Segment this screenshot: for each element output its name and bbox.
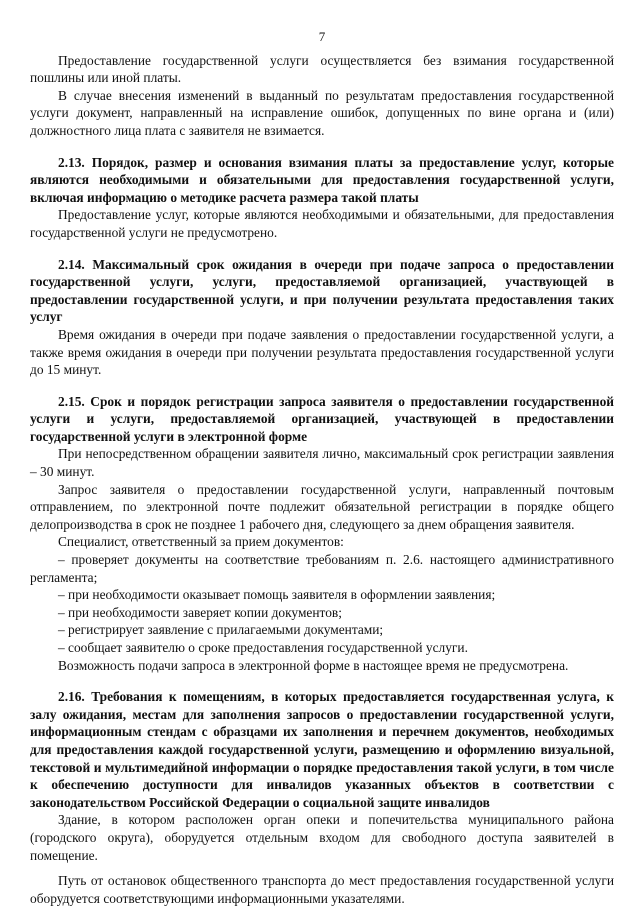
- section-2-16-paragraph-2: Путь от остановок общественного транспорта до мест предоставления государственной услуги оборудуется соответствующими информационными указателями.: [30, 873, 614, 906]
- section-2-15-paragraph-4: Возможность подачи запроса в электронной форме в настоящее время не предусмотрена.: [58, 657, 569, 673]
- paragraph-fee-free: Предоставление государственной услуги осуществляется без взимания государственной пошлины или иной платы.: [30, 52, 614, 86]
- section-2-15-paragraph-3: Специалист, ответственный за прием документов:: [58, 534, 344, 550]
- section-2-16-heading: 2.16. Требования к помещениям, в которых предоставляется государственная услуга, к залу ожидания, местам для заполнения запросов о предоставлении государственной услуги, информационным стендам с образцами их заполнения и перечнем документов, необходимых для предоставления каждой государственной услуги, размещению и оформлению визуальной, текстовой и мультимедийной информации о порядке предоставления такой услуги, в том числе к обеспечению доступности для инвалидов указанных объектов в соответствии с законодательством Российской Федерации о социальной защите инвалидов: [30, 689, 614, 810]
- list-item: – сообщает заявителю о сроке предоставления государственной услуги.: [58, 640, 468, 655]
- document-page: [30, 28, 614, 907]
- section-2-16-paragraph-1: Здание, в котором расположен орган опеки и попечительства муниципального района (городского округа), оборудуется отдельным входом для свободного доступа заявителей в помещение.: [30, 812, 614, 863]
- page-number: 7: [318, 29, 326, 44]
- list-item: – при необходимости заверяет копии документов;: [58, 604, 342, 620]
- list-item: – регистрирует заявление с прилагаемыми документами;: [58, 622, 384, 638]
- section-2-15-paragraph-1: При непосредственном обращении заявителя лично, максимальный срок регистрации заявления – 30 минут.: [30, 446, 614, 480]
- section-2-15-paragraph-2: Запрос заявителя о предоставлении государственной услуги, направленный почтовым отправлением, по электронной почте подлежит обязательной регистрации в порядке общего делопроизводства в срок не позднее 1 рабочего дня, следующего за днем обращения заявителя.: [30, 481, 614, 532]
- section-2-14-heading: 2.14. Максимальный срок ожидания в очереди при подаче запроса о предоставлении государственной услуги, услуги, предоставляемой организацией, участвующей в предоставлении государственной услуги, и при получении результата предоставления таких услуг: [30, 256, 614, 325]
- section-2-14-text: Время ожидания в очереди при подаче заявления о предоставлении государственной услуги, а также время ожидания в очереди при получении результата предоставления государственной услуги до 15 минут.: [30, 326, 614, 378]
- section-2-13-text: Предоставление услуг, которые являются необходимыми и обязательными, для предоставления государственной услуги не предусмотрено.: [30, 207, 614, 240]
- section-2-13-heading: 2.13. Порядок, размер и основания взимания платы за предоставление услуг, которые являются необходимыми и обязательными для предоставления государственной услуги, включая информацию о методике расчета размера такой платы: [30, 154, 614, 205]
- paragraph-correction-free: В случае внесения изменений в выданный по результатам предоставления государственной услуги документ, направленный на исправление ошибок, допущенных по вине органа и (или) должностного лица плата с заявителя не взимается.: [30, 87, 614, 138]
- list-item: – проверяет документы на соответствие требованиям п. 2.6. настоящего административного регламента;: [30, 552, 614, 585]
- section-2-15-heading: 2.15. Срок и порядок регистрации запроса заявителя о предоставлении государственной услуги и услуги, предоставляемой организацией, участвующей в предоставлении государственной услуги в электронной форме: [30, 393, 614, 444]
- list-item: – при необходимости оказывает помощь заявителя в оформлении заявления;: [58, 587, 496, 603]
